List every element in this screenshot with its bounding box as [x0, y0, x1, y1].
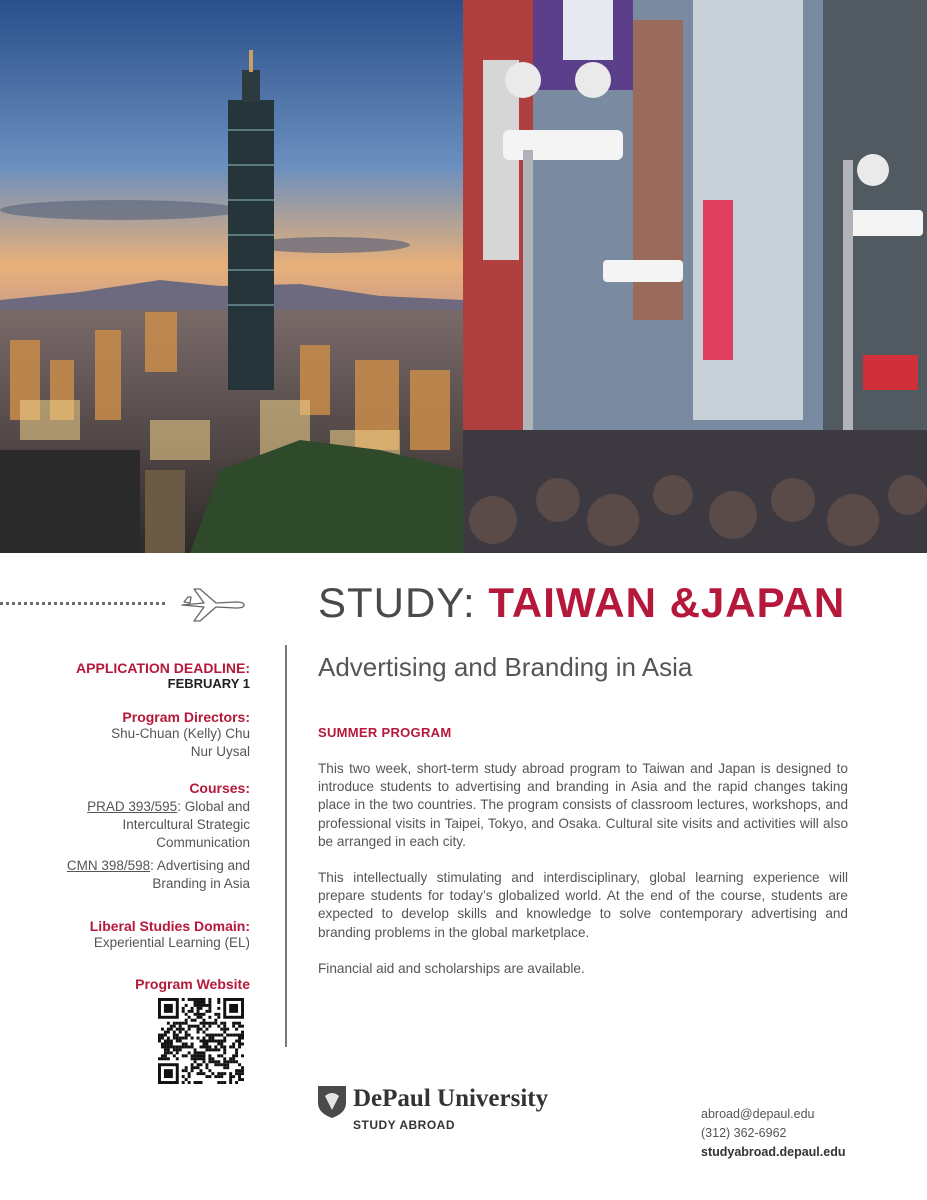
course-title-line: Communication: [156, 835, 250, 850]
column-divider: [285, 645, 287, 1047]
courses-block: [10, 780, 250, 893]
body-paragraph: This intellectually stimulating and interdisciplinary, global learning experience will prepare students for today’s globalized world. At the end of the course, students are expected to develop skills and knowledge to solve contemporary advertising and branding problems in the global marketplace.: [318, 870, 848, 940]
dotted-flight-path: [0, 602, 165, 609]
director-name: Shu-Chuan (Kelly) Chu: [111, 726, 250, 741]
page-title: [318, 577, 845, 629]
tokyo-street-photo: [463, 0, 927, 553]
course-item: CMN 398/598: Advertising and: [66, 858, 250, 873]
course-title-line: Intercultural Strategic: [122, 817, 250, 832]
course-code: CMN 398/598: [66, 858, 151, 873]
deadline-block: [10, 660, 250, 691]
shield-icon: [317, 1085, 347, 1119]
program-subtitle: Advertising and Branding in Asia: [318, 652, 693, 682]
department-name: STUDY ABROAD: [353, 1118, 456, 1132]
section-heading: SUMMER PROGRAM: [318, 725, 452, 740]
contact-phone: (312) 362-6962: [701, 1126, 787, 1140]
liberal-studies-label: Liberal Studies Domain:: [89, 918, 250, 934]
liberal-studies-value: Experiential Learning (EL): [93, 935, 250, 950]
website-label: Program Website: [135, 976, 250, 992]
course-title-line: Branding in Asia: [152, 876, 250, 891]
hero-banner: [0, 0, 927, 553]
course-item: PRAD 393/595: Global and: [87, 799, 250, 814]
contact-email[interactable]: abroad@depaul.edu: [701, 1107, 815, 1121]
depaul-logo: [317, 1083, 587, 1139]
website-block: [10, 976, 250, 992]
taipei-skyline-photo: [0, 0, 463, 553]
title-prefix: STUDY:: [318, 579, 476, 626]
body-paragraph: This two week, short-term study abroad program to Taiwan and Japan is designed to introduce students to advertising and branding in Asia and the rapid changes taking place in the two countries. The program consists of classroom lectures, workshops, and professional visits in Taipei, Tokyo, and Osaka. Cultural site visits and activities will also be arranged in each city.: [318, 761, 848, 849]
liberal-studies-block: [10, 918, 250, 952]
contact-block: [701, 1105, 845, 1162]
airplane-icon: [178, 585, 248, 625]
courses-label: Courses:: [189, 780, 250, 796]
deadline-label: APPLICATION DEADLINE:: [76, 660, 250, 676]
qr-code-icon[interactable]: [158, 998, 244, 1084]
course-code: PRAD 393/595: [87, 799, 178, 814]
contact-website[interactable]: studyabroad.depaul.edu: [701, 1145, 846, 1159]
director-name: Nur Uysal: [190, 744, 250, 759]
directors-block: [10, 709, 250, 761]
body-paragraph: Financial aid and scholarships are available.: [318, 961, 585, 976]
directors-label: Program Directors:: [122, 709, 250, 725]
deadline-value: FEBRUARY 1: [167, 676, 250, 691]
title-destination: TAIWAN &JAPAN: [488, 579, 846, 626]
university-name: DePaul University: [353, 1085, 549, 1112]
